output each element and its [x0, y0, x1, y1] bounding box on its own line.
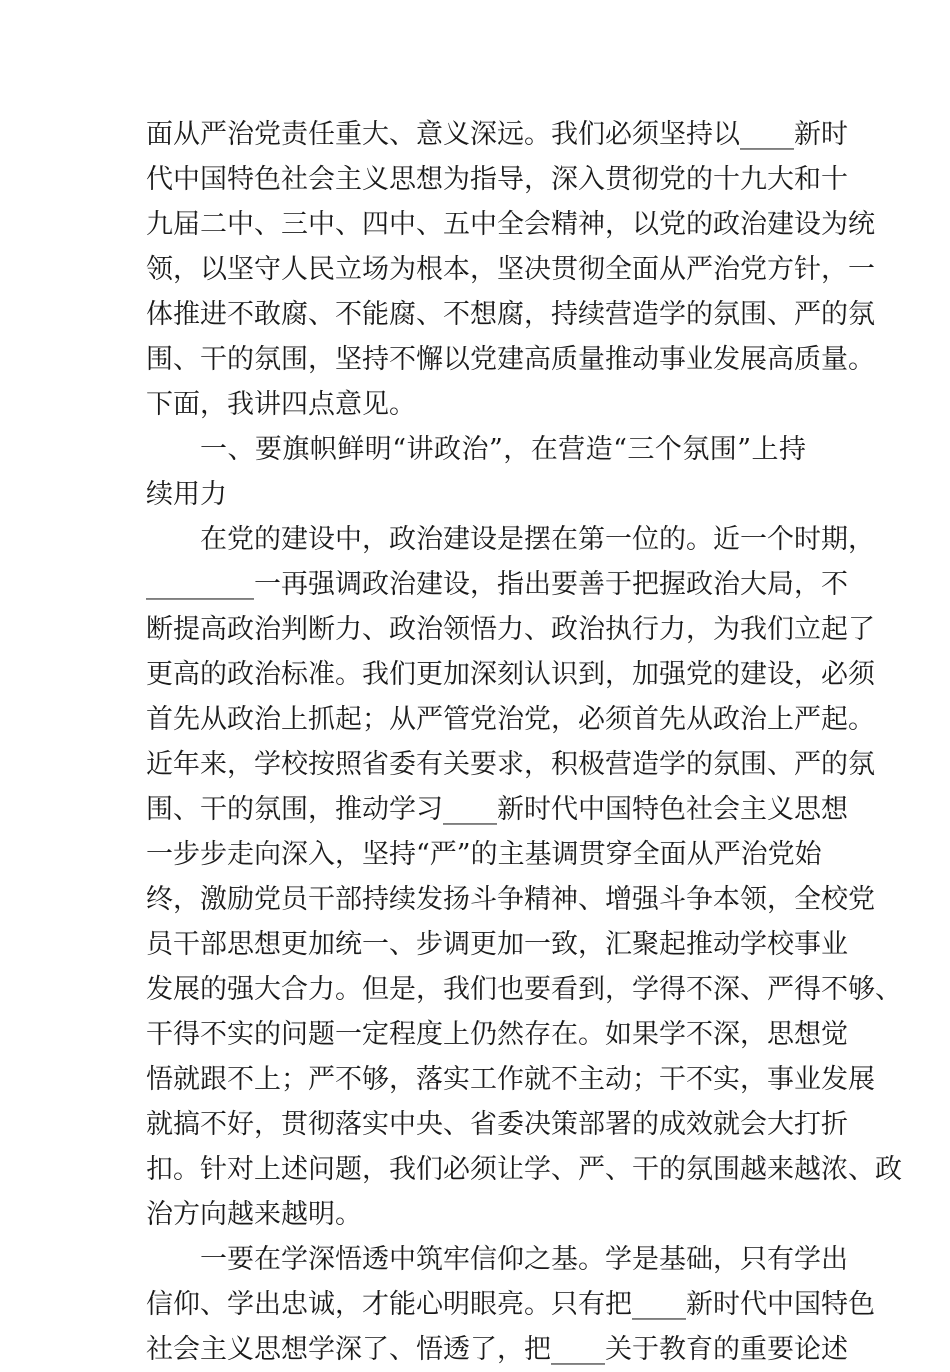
text-line: 悟就跟不上；严不够，落实工作就不主动；干不实，事业发展: [146, 1064, 875, 1095]
text-line: 一、要旗帜鲜明“讲政治”，在营造“三个氛围”上持: [200, 434, 806, 465]
text-line: 代中国特色社会主义思想为指导，深入贯彻党的十九大和十: [146, 164, 848, 195]
text-line: 断提高政治判断力、政治领悟力、政治执行力，为我们立起了: [146, 614, 875, 645]
text-line: 终，激励党员干部持续发扬斗争精神、增强斗争本领，全校党: [146, 884, 875, 915]
text-line: 一步步走向深入，坚持“严”的主基调贯穿全面从严治党始: [146, 839, 822, 870]
text-line: 信仰、学出忠诚，才能心明眼亮。只有把____新时代中国特色: [146, 1289, 875, 1320]
text-line: 首先从政治上抓起；从严管党治党，必须首先从政治上严起。: [146, 704, 875, 735]
text-line: 干得不实的问题一定程度上仍然存在。如果学不深，思想觉: [146, 1019, 848, 1050]
text-line: 体推进不敢腐、不能腐、不想腐，持续营造学的氛围、严的氛: [146, 299, 875, 330]
text-line: 员干部思想更加统一、步调更加一致，汇聚起推动学校事业: [146, 929, 848, 960]
text-line: 发展的强大合力。但是，我们也要看到，学得不深、严得不够、: [146, 974, 902, 1005]
document-page: [146, 112, 902, 1372]
text-line: ________一再强调政治建设，指出要善于把握政治大局，不: [146, 569, 848, 600]
text-line: 就搞不好，贯彻落实中央、省委决策部署的成效就会大打折: [146, 1109, 848, 1140]
text-line: 在党的建设中，政治建设是摆在第一位的。近一个时期，: [200, 524, 875, 555]
text-line: 扣。针对上述问题，我们必须让学、严、干的氛围越来越浓、政: [146, 1154, 902, 1185]
text-line: 围、干的氛围，坚持不懈以党建高质量推动事业发展高质量。: [146, 344, 875, 375]
text-line: 更高的政治标准。我们更加深刻认识到，加强党的建设，必须: [146, 659, 875, 690]
text-line: 下面，我讲四点意见。: [146, 389, 416, 420]
text-line: 近年来，学校按照省委有关要求，积极营造学的氛围、严的氛: [146, 749, 875, 780]
text-line: 治方向越来越明。: [146, 1199, 362, 1230]
text-line: 九届二中、三中、四中、五中全会精神，以党的政治建设为统: [146, 209, 875, 240]
text-line: 一要在学深悟透中筑牢信仰之基。学是基础，只有学出: [200, 1244, 848, 1275]
text-line: 社会主义思想学深了、悟透了，把____关于教育的重要论述: [146, 1334, 848, 1365]
text-line: 围、干的氛围，推动学习____新时代中国特色社会主义思想: [146, 794, 848, 825]
text-line: 续用力: [146, 479, 227, 510]
text-line: 领，以坚守人民立场为根本，坚决贯彻全面从严治党方针，一: [146, 254, 875, 285]
text-line: 面从严治党责任重大、意义深远。我们必须坚持以____新时: [146, 119, 848, 150]
